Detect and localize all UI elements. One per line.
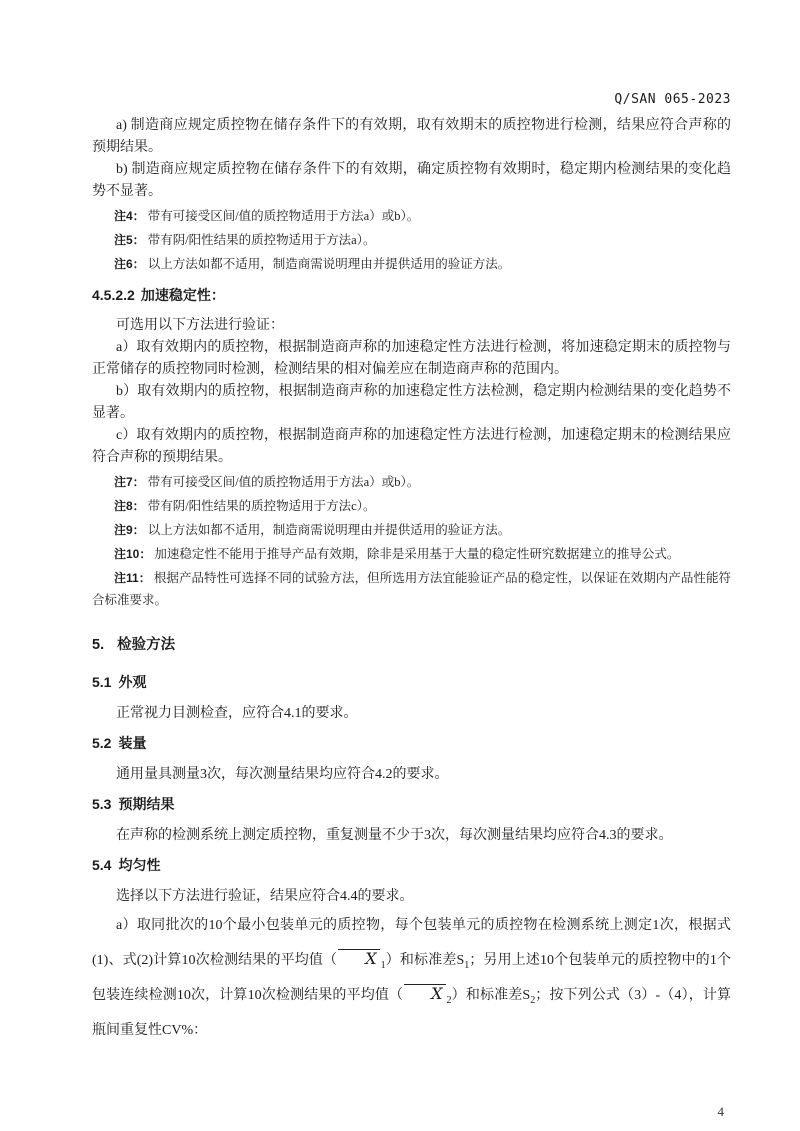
subsection-heading: [92, 794, 731, 814]
note-label: 注10：: [114, 547, 152, 561]
paragraph: 正常视力目测检查，应符合4.1的要求。: [116, 706, 358, 721]
heading-title: 检验方法: [117, 637, 176, 653]
heading-number: 5.1: [92, 674, 112, 690]
subsection-heading: [92, 855, 731, 875]
subsection-heading: [92, 733, 731, 753]
document-body: [92, 115, 731, 1048]
document-header: [92, 92, 731, 108]
paragraph-with-formula: a）取同批次的10个最小包装单元的质控物，每个包装单元的质控物在检测系统上测定1次，根据式(1)、式(2)计算10次检测结果的平均值（ X $_1$）和标准差$S_1$；另用上述10个包装单元的质控物中的1个包装连续检测10次，计算10次检测结果的平均值（ X $_2$）和标准差$S_2$；按下列公式（3）-（4），计算瓶间重复性CV%：: [92, 918, 731, 1038]
heading-number: 4.5.2.2: [92, 287, 135, 303]
note: 注6： 以上方法如都不适用，制造商需说明理由并提供适用的验证方法。: [114, 257, 511, 271]
heading-number: 5.3: [92, 796, 112, 812]
x-bar-overline: X: [404, 984, 445, 1003]
paragraph: c）取有效期内的质控物，根据制造商声称的加速稳定性方法进行检测，加速稳定期末的检测结果应符合声称的预期结果。: [92, 428, 731, 465]
note: 注5： 带有阴/阳性结果的质控物适用于方法a）。: [114, 233, 376, 247]
paragraph: b) 制造商应规定质控物在储存条件下的有效期，确定质控物有效期时，稳定期内检测结果的变化趋势不显著。: [92, 162, 731, 199]
section-heading: [92, 633, 731, 654]
note-label: 注11：: [114, 571, 151, 585]
subscript: 2: [446, 994, 452, 1006]
page-number: 4: [717, 1104, 724, 1119]
paragraph: 通用量具测量3次，每次测量结果均应符合4.2的要求。: [116, 767, 449, 782]
note: 注4： 带有可接受区间/值的质控物适用于方法a）或b）。: [114, 209, 420, 223]
doc-number: Q/SAN 065-2023: [614, 92, 731, 107]
subscript: 2: [530, 994, 536, 1006]
paragraph: a）取有效期内的质控物，根据制造商声称的加速稳定性方法进行检测，将加速稳定期末的质控物与正常储存的质控物同时检测，检测结果的相对偏差应在制造商声称的范围内。: [92, 340, 731, 377]
note: 注8： 带有阴/阳性结果的质控物适用于方法c）。: [114, 499, 376, 513]
heading-number: 5.: [92, 637, 105, 653]
note-label: 注8：: [114, 499, 145, 513]
heading-number: 5.4: [92, 857, 112, 873]
paragraph: 选择以下方法进行验证，结果应符合4.4的要求。: [116, 889, 414, 904]
paragraph: b）取有效期内的质控物，根据制造商声称的加速稳定性方法检测，稳定期内检测结果的变化趋势不显著。: [92, 384, 731, 421]
note-label: 注7：: [114, 475, 145, 489]
note: 注9： 以上方法如都不适用，制造商需说明理由并提供适用的验证方法。: [114, 523, 511, 537]
paragraph: 在声称的检测系统上测定质控物，重复测量不少于3次，每次测量结果均应符合4.3的要求。: [116, 828, 673, 843]
note-label: 注5：: [114, 233, 145, 247]
heading-title: 装量: [118, 735, 147, 751]
note-label: 注4：: [114, 209, 145, 223]
paragraph: 可选用以下方法进行验证：: [116, 318, 284, 333]
clause-heading: [92, 285, 731, 305]
heading-title: 均匀性: [118, 857, 161, 873]
subscript: 1: [464, 959, 470, 971]
note: 注11： 根据产品特性可选择不同的试验方法，但所选用方法宜能验证产品的稳定性，以保证在效期内产品性能符合标准要求。: [92, 571, 731, 607]
document-footer: [718, 1104, 725, 1121]
x-bar-symbol: [337, 949, 386, 971]
heading-number: 5.2: [92, 735, 112, 751]
x-bar-symbol: [403, 984, 452, 1006]
paragraph: a) 制造商应规定质控物在储存条件下的有效期，取有效期末的质控物进行检测，结果应符合声称的预期结果。: [92, 118, 731, 155]
note-label: 注9：: [114, 523, 145, 537]
note: 注10： 加速稳定性不能用于推导产品有效期，除非是采用基于大量的稳定性研究数据建立的推导公式。: [114, 547, 680, 561]
note-label: 注6：: [114, 257, 145, 271]
subscript: 1: [380, 959, 386, 971]
x-bar-overline: X: [338, 949, 379, 968]
heading-title: 外观: [118, 674, 147, 690]
note: 注7： 带有可接受区间/值的质控物适用于方法a）或b）。: [114, 475, 420, 489]
heading-title: 预期结果: [118, 796, 175, 812]
subsection-heading: [92, 672, 731, 692]
heading-title: 加速稳定性：: [140, 287, 225, 303]
